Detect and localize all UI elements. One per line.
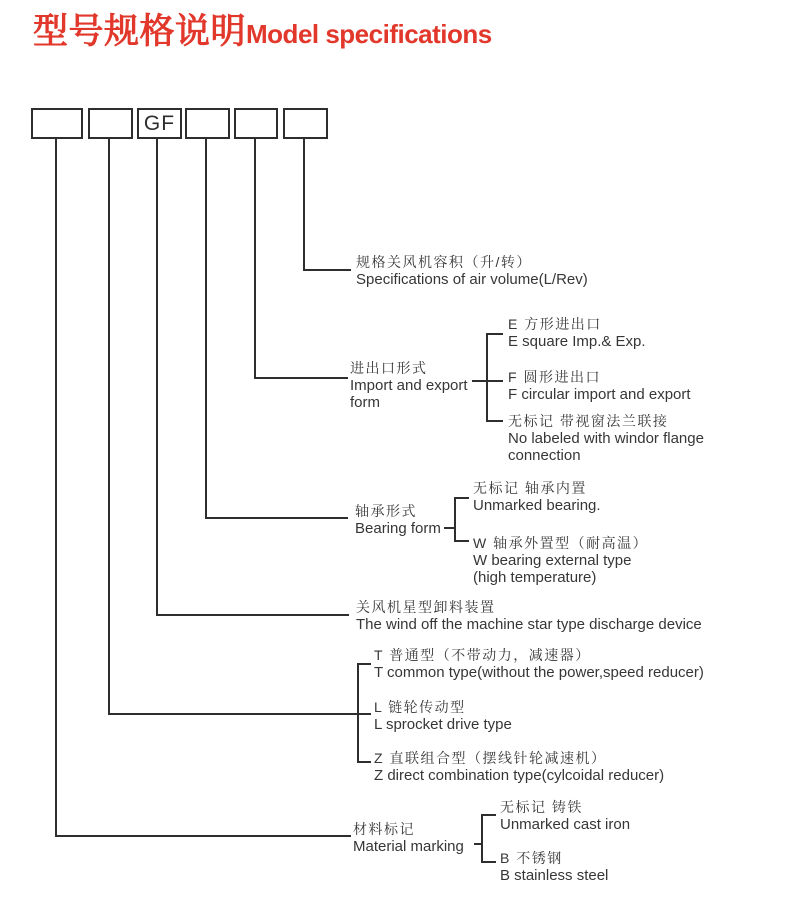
bracket-bearing-tick-w bbox=[454, 540, 469, 542]
option-bearing-w bbox=[473, 535, 648, 586]
label-material-marking bbox=[353, 821, 464, 855]
bracket-import-export-tick-unmarked bbox=[486, 420, 503, 422]
bracket-import-export-tick-f bbox=[472, 380, 503, 382]
option-ie-unmarked-zh: 无标记 带视窗法兰联接 bbox=[508, 413, 669, 429]
option-material-b-zh: B 不锈钢 bbox=[500, 850, 563, 866]
model-code-box-3-label: GF bbox=[143, 111, 176, 135]
label-import-export-en2: form bbox=[350, 394, 380, 411]
label-air-volume bbox=[356, 254, 588, 288]
stem-line-box2 bbox=[108, 138, 110, 715]
stem-line-box3 bbox=[156, 138, 158, 616]
option-drive-l-en: L sprocket drive type bbox=[374, 716, 512, 733]
option-e-zh: E 方形进出口 bbox=[508, 316, 602, 332]
page-title-zh: 型号规格说明 bbox=[33, 12, 247, 51]
option-drive-l-zh: L 链轮传动型 bbox=[374, 699, 466, 715]
option-material-unmarked-zh: 无标记 铸铁 bbox=[500, 799, 583, 815]
label-import-export-en1: Import and export bbox=[350, 377, 468, 394]
option-f-zh: F 圆形进出口 bbox=[508, 369, 601, 385]
option-material-unmarked bbox=[500, 799, 630, 833]
option-bearing-unmarked-zh: 无标记 轴承内置 bbox=[473, 480, 587, 496]
label-bearing-form bbox=[355, 503, 441, 537]
label-bearing-form-zh: 轴承形式 bbox=[355, 503, 417, 519]
option-drive-t bbox=[374, 647, 704, 681]
branch-line-material-marking bbox=[55, 835, 351, 837]
option-bearing-unmarked-en: Unmarked bearing. bbox=[473, 497, 601, 514]
option-import-export-f bbox=[508, 369, 691, 403]
option-bearing-w-en1: W bearing external type bbox=[473, 552, 632, 569]
bracket-material-tick-unmarked bbox=[481, 814, 496, 816]
option-ie-unmarked-en2: connection bbox=[508, 447, 581, 464]
option-f-en: F circular import and export bbox=[508, 386, 691, 403]
bracket-material-marking bbox=[481, 814, 483, 863]
bracket-drive-type bbox=[357, 663, 359, 763]
label-discharge-device bbox=[356, 599, 702, 633]
label-air-volume-zh: 规格关风机容积（升/转） bbox=[356, 254, 532, 270]
option-material-unmarked-en: Unmarked cast iron bbox=[500, 816, 631, 833]
option-drive-z-en: Z direct combination type(cylcoidal reducer) bbox=[374, 767, 665, 784]
bracket-bearing-tick-unmarked bbox=[454, 497, 469, 499]
model-code-box-3 bbox=[137, 108, 182, 139]
label-discharge-device-zh: 关风机星型卸料装置 bbox=[356, 599, 496, 615]
option-import-export-unmarked bbox=[508, 413, 704, 464]
model-code-box-5 bbox=[234, 108, 278, 139]
bracket-bearing-connector bbox=[444, 527, 456, 529]
bracket-import-export-tick-e bbox=[486, 333, 503, 335]
model-code-box-1 bbox=[31, 108, 83, 139]
branch-line-bearing-form bbox=[205, 517, 348, 519]
option-bearing-w-en2: (high temperature) bbox=[473, 569, 597, 586]
label-import-export bbox=[350, 360, 468, 411]
bracket-material-tick-b bbox=[481, 861, 496, 863]
option-drive-z-zh: Z 直联组合型（摆线针轮减速机） bbox=[374, 750, 607, 766]
model-code-box-2 bbox=[88, 108, 133, 139]
branch-line-discharge-device bbox=[156, 614, 349, 616]
label-bearing-form-en: Bearing form bbox=[355, 520, 441, 537]
label-import-export-zh: 进出口形式 bbox=[350, 360, 428, 376]
branch-line-drive-type bbox=[108, 713, 371, 715]
page-title bbox=[33, 4, 492, 54]
bracket-import-export bbox=[486, 333, 488, 422]
stem-line-box1 bbox=[55, 138, 57, 837]
label-material-marking-en: Material marking bbox=[353, 838, 464, 855]
label-air-volume-en: Specifications of air volume(L/Rev) bbox=[356, 271, 588, 288]
stem-line-box4 bbox=[205, 138, 207, 519]
option-drive-t-zh: T 普通型（不带动力，减速器） bbox=[374, 647, 591, 663]
option-material-b bbox=[500, 850, 608, 884]
option-ie-unmarked-en1: No labeled with windor flange bbox=[508, 430, 704, 447]
branch-line-air-volume bbox=[303, 269, 351, 271]
option-bearing-w-zh: W 轴承外置型（耐高温） bbox=[473, 535, 649, 551]
option-material-b-en: B stainless steel bbox=[500, 867, 609, 884]
bracket-material-connector bbox=[474, 843, 483, 845]
option-drive-t-en: T common type(without the power,speed reducer) bbox=[374, 664, 704, 681]
branch-line-import-export bbox=[254, 377, 348, 379]
option-import-export-e bbox=[508, 316, 646, 350]
bracket-drive-tick-t bbox=[357, 663, 371, 665]
model-code-box-4 bbox=[185, 108, 230, 139]
option-drive-l bbox=[374, 699, 512, 733]
label-discharge-device-en: The wind off the machine star type discharge device bbox=[356, 616, 702, 633]
option-e-en: E square Imp.& Exp. bbox=[508, 333, 646, 350]
option-bearing-unmarked bbox=[473, 480, 601, 514]
option-drive-z bbox=[374, 750, 664, 784]
bracket-drive-tick-z bbox=[357, 761, 371, 763]
stem-line-box6 bbox=[303, 138, 305, 271]
page-title-en: Model specifications bbox=[246, 19, 492, 49]
model-code-box-6 bbox=[283, 108, 328, 139]
stem-line-box5 bbox=[254, 138, 256, 379]
label-material-marking-zh: 材料标记 bbox=[353, 821, 415, 837]
bracket-bearing-form bbox=[454, 497, 456, 542]
